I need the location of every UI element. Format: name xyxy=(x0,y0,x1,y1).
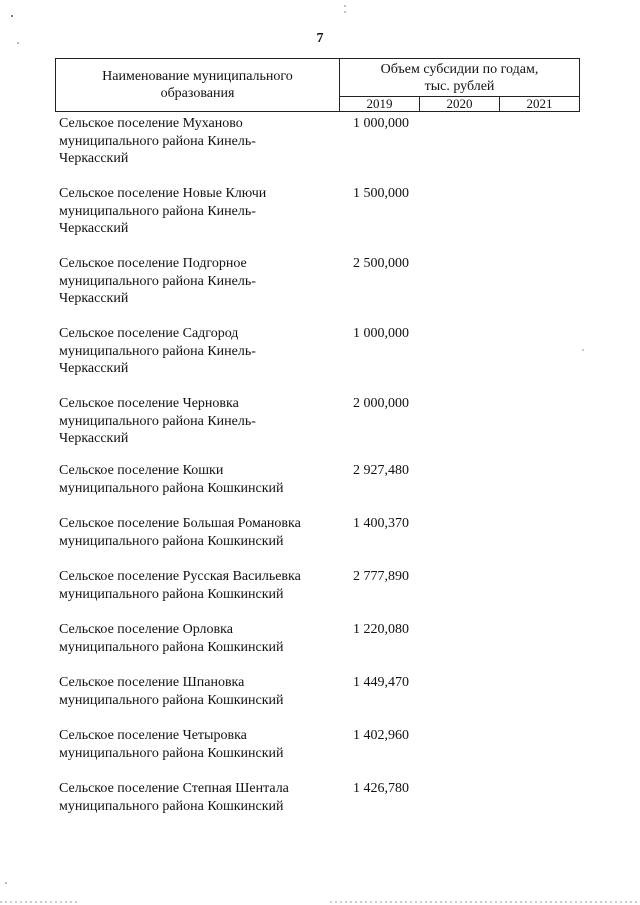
municipality-name-line: Сельское поселение Новые Ключи xyxy=(59,186,267,201)
subsidy-value-2019: 2 000,000 xyxy=(353,396,409,411)
subsidy-value-2019: 1 400,370 xyxy=(353,516,409,531)
municipality-name-line: муниципального района Кинель- xyxy=(59,273,256,289)
municipality-name-line: Сельское поселение Садгород xyxy=(59,326,239,341)
municipality-name-line: Сельское поселение Орловка xyxy=(59,622,233,637)
subsidy-value-2019: 1 500,000 xyxy=(353,186,409,201)
municipality-name xyxy=(59,115,339,168)
municipality-name-line: муниципального района Кошкинский xyxy=(59,639,284,655)
municipality-name xyxy=(59,780,339,815)
municipality-name-line: Сельское поселение Подгорное xyxy=(59,256,247,271)
subsidy-value-2019: 1 000,000 xyxy=(353,326,409,341)
municipality-name-line: Сельское поселение Черновка xyxy=(59,396,239,411)
municipality-name-line: Сельское поселение Кошки xyxy=(59,463,224,478)
subsidy-value-2019: 1 426,780 xyxy=(353,781,409,796)
year-2020-header: 2020 xyxy=(419,97,499,111)
table-header xyxy=(55,58,580,112)
municipality-name xyxy=(59,727,339,762)
year-2019-header: 2019 xyxy=(366,96,393,111)
municipality-name xyxy=(59,515,339,550)
subsidy-value-2019: 1 220,080 xyxy=(353,622,409,637)
municipality-name-line: Сельское поселение Большая Романовка xyxy=(59,516,301,531)
municipality-name-line: Сельское поселение Муханово xyxy=(59,116,243,131)
municipality-name xyxy=(59,395,339,448)
municipality-name-line: Черкасский xyxy=(59,361,129,376)
year-columns xyxy=(340,97,579,111)
municipality-name-line: муниципального района Кошкинский xyxy=(59,480,284,496)
municipality-name-line: муниципального района Кошкинский xyxy=(59,533,284,549)
municipality-name-line: муниципального района Кошкинский xyxy=(59,798,284,814)
subsidy-value-2019: 2 927,480 xyxy=(353,463,409,478)
subsidy-value-2019: 2 777,890 xyxy=(353,569,409,584)
name-column-header-line: Наименование муниципального xyxy=(102,69,293,84)
municipality-name-line: муниципального района Кинель- xyxy=(59,343,256,359)
year-2021-header: 2021 xyxy=(499,97,579,111)
volume-column-header xyxy=(340,59,579,97)
subsidy-value-2019: 1 449,470 xyxy=(353,675,409,690)
municipality-name-line: муниципального района Кинель- xyxy=(59,413,256,429)
municipality-name-line: Сельское поселение Русская Васильевка xyxy=(59,569,301,584)
municipality-name xyxy=(59,621,339,656)
municipality-name-line: муниципального района Кинель- xyxy=(59,133,256,149)
municipality-name xyxy=(59,462,339,497)
subsidy-value-2019: 1 000,000 xyxy=(353,116,409,131)
municipality-name xyxy=(59,568,339,603)
municipality-name-line: муниципального района Кошкинский xyxy=(59,586,284,602)
subsidy-value-2019: 1 402,960 xyxy=(353,728,409,743)
municipality-name-line: Сельское поселение Четыровка xyxy=(59,728,247,743)
subsidy-value-2019: 2 500,000 xyxy=(353,256,409,271)
municipality-name-line: муниципального района Кошкинский xyxy=(59,692,284,708)
name-column-header-line: образования xyxy=(160,86,235,101)
municipality-name-line: Черкасский xyxy=(59,151,129,166)
municipality-name xyxy=(59,325,339,378)
municipality-name-line: муниципального района Кошкинский xyxy=(59,745,284,761)
municipality-name xyxy=(59,185,339,238)
municipality-name-line: Сельское поселение Шпановка xyxy=(59,675,245,690)
volume-column-header-line: Объем субсидии по годам, xyxy=(380,62,539,77)
municipality-name-line: Черкасский xyxy=(59,291,129,306)
page-number: 7 xyxy=(316,31,324,46)
volume-column-header-line: тыс. рублей xyxy=(424,79,495,94)
municipality-name-line: муниципального района Кинель- xyxy=(59,203,256,219)
municipality-name xyxy=(59,255,339,308)
name-column-header xyxy=(56,59,340,111)
municipality-name-line: Черкасский xyxy=(59,431,129,446)
municipality-name-line: Черкасский xyxy=(59,221,129,236)
municipality-name-line: Сельское поселение Степная Шентала xyxy=(59,781,289,796)
municipality-name xyxy=(59,674,339,709)
